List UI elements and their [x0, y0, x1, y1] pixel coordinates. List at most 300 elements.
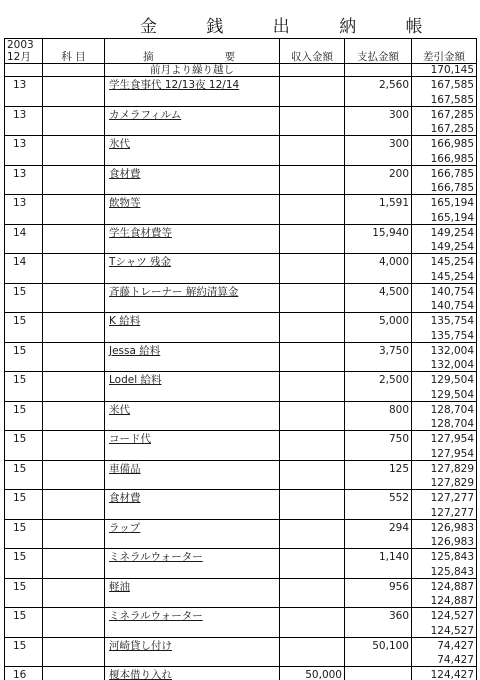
empty-cell	[43, 123, 105, 136]
entry-description: Lodel 給料	[105, 372, 280, 389]
ledger-entry-row	[5, 431, 477, 448]
empty-cell	[345, 507, 412, 520]
entry-account	[43, 313, 105, 330]
empty-cell	[105, 566, 280, 579]
empty-cell	[105, 330, 280, 343]
entry-balance: 129,504	[412, 372, 477, 389]
running-balance-row	[5, 153, 477, 166]
running-balance-row	[5, 271, 477, 284]
empty-cell	[43, 418, 105, 431]
empty-cell	[280, 123, 345, 136]
entry-account	[43, 578, 105, 595]
entry-payment: 200	[345, 165, 412, 182]
empty-cell	[5, 654, 43, 667]
empty-cell	[5, 123, 43, 136]
entry-description: 食材費	[105, 165, 280, 182]
entry-day: 13	[5, 165, 43, 182]
entry-account	[43, 667, 105, 680]
running-balance-row	[5, 536, 477, 549]
running-balance: 74,427	[412, 654, 477, 667]
running-balance: 127,954	[412, 448, 477, 461]
entry-day: 15	[5, 431, 43, 448]
entry-payment: 750	[345, 431, 412, 448]
entry-description: 軽油	[105, 578, 280, 595]
header-row-labels	[5, 51, 477, 64]
running-balance: 127,829	[412, 477, 477, 490]
empty-cell	[43, 566, 105, 579]
entry-balance: 126,983	[412, 519, 477, 536]
empty-cell	[345, 241, 412, 254]
running-balance: 166,785	[412, 182, 477, 195]
entry-income	[280, 372, 345, 389]
empty-cell	[43, 330, 105, 343]
empty-cell	[280, 566, 345, 579]
entry-description: 学生食事代 12/13夜 12/14	[105, 77, 280, 94]
entry-balance: 127,277	[412, 490, 477, 507]
entry-income	[280, 283, 345, 300]
empty-cell	[5, 536, 43, 549]
entry-balance: 74,427	[412, 637, 477, 654]
empty-cell	[105, 271, 280, 284]
empty-cell	[105, 625, 280, 638]
ledger-body	[5, 39, 477, 680]
entry-balance: 124,887	[412, 578, 477, 595]
empty-cell	[280, 477, 345, 490]
empty-cell	[5, 389, 43, 402]
entry-description: ミネラルウォーター	[105, 608, 280, 625]
empty-cell	[345, 330, 412, 343]
entry-account	[43, 431, 105, 448]
entry-account	[43, 460, 105, 477]
header-desc-right: 要	[224, 51, 235, 63]
entry-income	[280, 519, 345, 536]
entry-day: 13	[5, 77, 43, 94]
entry-payment: 1,140	[345, 549, 412, 566]
entry-balance: 145,254	[412, 254, 477, 271]
ledger-entry-row	[5, 195, 477, 212]
entry-description: 斉藤トレーナー 解約清算金	[105, 283, 280, 300]
entry-balance: 165,194	[412, 195, 477, 212]
empty-cell	[43, 654, 105, 667]
empty-cell	[280, 625, 345, 638]
empty-cell	[105, 536, 280, 549]
entry-balance: 127,829	[412, 460, 477, 477]
entry-balance: 140,754	[412, 283, 477, 300]
empty-cell	[105, 654, 280, 667]
entry-day: 15	[5, 608, 43, 625]
empty-cell	[5, 182, 43, 195]
empty-cell	[43, 182, 105, 195]
entry-payment: 5,000	[345, 313, 412, 330]
running-balance: 125,843	[412, 566, 477, 579]
entry-payment: 800	[345, 401, 412, 418]
empty-cell	[43, 595, 105, 608]
entry-account	[43, 195, 105, 212]
empty-cell	[5, 300, 43, 313]
empty-cell	[345, 153, 412, 166]
empty-cell	[280, 153, 345, 166]
empty-cell	[280, 595, 345, 608]
entry-account	[43, 401, 105, 418]
entry-day: 15	[5, 637, 43, 654]
empty-cell	[280, 94, 345, 107]
entry-payment: 2,500	[345, 372, 412, 389]
entry-day: 15	[5, 460, 43, 477]
header-desc-left: 摘	[143, 51, 154, 63]
empty-cell	[105, 595, 280, 608]
entry-day: 15	[5, 283, 43, 300]
entry-day: 13	[5, 195, 43, 212]
entry-income	[280, 460, 345, 477]
empty-cell	[345, 123, 412, 136]
running-balance: 124,527	[412, 625, 477, 638]
empty-cell	[105, 448, 280, 461]
empty-cell	[280, 300, 345, 313]
header-income: 収入金額	[280, 51, 345, 64]
running-balance: 149,254	[412, 241, 477, 254]
entry-income	[280, 342, 345, 359]
ledger-entry-row	[5, 549, 477, 566]
ledger-entry-row	[5, 490, 477, 507]
empty-cell	[105, 182, 280, 195]
entry-payment: 294	[345, 519, 412, 536]
entry-income	[280, 195, 345, 212]
header-year: 2003	[5, 39, 43, 52]
entry-description: カメラフィルム	[105, 106, 280, 123]
entry-account	[43, 224, 105, 241]
ledger-entry-row	[5, 637, 477, 654]
empty-cell	[345, 94, 412, 107]
entry-income	[280, 106, 345, 123]
ledger-entry-row	[5, 460, 477, 477]
empty-cell	[105, 94, 280, 107]
empty-cell	[105, 153, 280, 166]
entry-balance: 149,254	[412, 224, 477, 241]
running-balance: 166,985	[412, 153, 477, 166]
empty-cell	[105, 359, 280, 372]
entry-payment: 300	[345, 136, 412, 153]
running-balance: 167,285	[412, 123, 477, 136]
empty-cell	[280, 418, 345, 431]
header-description	[105, 51, 280, 64]
running-balance-row	[5, 330, 477, 343]
entry-balance: 127,954	[412, 431, 477, 448]
ledger-entry-row	[5, 401, 477, 418]
entry-income	[280, 165, 345, 182]
ledger-entry-row	[5, 519, 477, 536]
entry-day: 13	[5, 106, 43, 123]
empty-cell	[345, 359, 412, 372]
empty-cell	[43, 300, 105, 313]
empty-cell	[105, 123, 280, 136]
running-balance-row	[5, 507, 477, 520]
empty-cell	[5, 271, 43, 284]
ledger-entry-row	[5, 313, 477, 330]
entry-day: 15	[5, 372, 43, 389]
empty-cell	[280, 212, 345, 225]
running-balance: 135,754	[412, 330, 477, 343]
empty-cell	[105, 418, 280, 431]
entry-payment: 300	[345, 106, 412, 123]
entry-payment: 4,000	[345, 254, 412, 271]
empty-cell	[43, 241, 105, 254]
entry-account	[43, 136, 105, 153]
entry-description: 榎本借り入れ	[105, 667, 280, 680]
running-balance: 129,504	[412, 389, 477, 402]
entry-day: 15	[5, 342, 43, 359]
empty-cell	[105, 389, 280, 402]
empty-cell	[345, 566, 412, 579]
running-balance-row	[5, 300, 477, 313]
carry-over-label: 前月より繰り越し	[105, 64, 280, 77]
ledger-entry-row	[5, 372, 477, 389]
empty-cell	[345, 182, 412, 195]
empty-cell	[43, 389, 105, 402]
carry-over-balance: 170,145	[412, 64, 477, 77]
running-balance-row	[5, 418, 477, 431]
empty-cell	[280, 271, 345, 284]
empty-cell	[345, 271, 412, 284]
entry-balance: 167,285	[412, 106, 477, 123]
entry-balance: 166,985	[412, 136, 477, 153]
entry-balance: 125,843	[412, 549, 477, 566]
entry-account	[43, 283, 105, 300]
empty-cell	[345, 654, 412, 667]
running-balance-row	[5, 94, 477, 107]
entry-balance: 135,754	[412, 313, 477, 330]
entry-account	[43, 549, 105, 566]
empty-cell	[5, 566, 43, 579]
empty-cell	[345, 300, 412, 313]
empty-cell	[345, 212, 412, 225]
empty-cell	[43, 359, 105, 372]
running-balance-row	[5, 123, 477, 136]
entry-payment: 956	[345, 578, 412, 595]
header-month: 12月	[5, 51, 43, 64]
entry-description: ラップ	[105, 519, 280, 536]
empty-cell	[5, 507, 43, 520]
entry-income	[280, 637, 345, 654]
entry-description: Jessa 給料	[105, 342, 280, 359]
entry-income	[280, 549, 345, 566]
entry-description: 米代	[105, 401, 280, 418]
empty-cell	[280, 241, 345, 254]
running-balance-row	[5, 212, 477, 225]
entry-day: 16	[5, 667, 43, 680]
ledger-entry-row	[5, 667, 477, 680]
ledger-entry-row	[5, 165, 477, 182]
header-row-year	[5, 39, 477, 52]
entry-balance: 128,704	[412, 401, 477, 418]
empty-cell	[345, 418, 412, 431]
ledger-entry-row	[5, 224, 477, 241]
entry-day: 15	[5, 578, 43, 595]
running-balance-row	[5, 241, 477, 254]
empty-cell	[43, 477, 105, 490]
entry-account	[43, 342, 105, 359]
entry-payment: 125	[345, 460, 412, 477]
entry-balance: 166,785	[412, 165, 477, 182]
empty-cell	[345, 595, 412, 608]
running-balance-row	[5, 182, 477, 195]
entry-day: 15	[5, 519, 43, 536]
entry-description: 飲物等	[105, 195, 280, 212]
entry-day: 15	[5, 313, 43, 330]
entry-balance: 132,004	[412, 342, 477, 359]
entry-income	[280, 431, 345, 448]
running-balance-row	[5, 595, 477, 608]
empty-cell	[105, 212, 280, 225]
ledger-entry-row	[5, 608, 477, 625]
empty-cell	[43, 536, 105, 549]
ledger-entry-row	[5, 106, 477, 123]
running-balance: 167,585	[412, 94, 477, 107]
carry-over-row	[5, 64, 477, 77]
entry-income	[280, 313, 345, 330]
ledger-entry-row	[5, 342, 477, 359]
entry-balance: 124,527	[412, 608, 477, 625]
entry-description: 学生食材費等	[105, 224, 280, 241]
entry-account	[43, 519, 105, 536]
empty-cell	[280, 389, 345, 402]
entry-balance: 167,585	[412, 77, 477, 94]
entry-income	[280, 224, 345, 241]
entry-payment: 360	[345, 608, 412, 625]
entry-balance: 124,427	[412, 667, 477, 680]
running-balance: 132,004	[412, 359, 477, 372]
entry-description: 車備品	[105, 460, 280, 477]
entry-payment: 1,591	[345, 195, 412, 212]
empty-cell	[345, 389, 412, 402]
running-balance: 126,983	[412, 536, 477, 549]
header-payment: 支払金額	[345, 51, 412, 64]
empty-cell	[280, 507, 345, 520]
running-balance: 128,704	[412, 418, 477, 431]
empty-cell	[43, 153, 105, 166]
empty-cell	[280, 182, 345, 195]
entry-income: 50,000	[280, 667, 345, 680]
entry-day: 15	[5, 490, 43, 507]
running-balance: 124,887	[412, 595, 477, 608]
entry-account	[43, 490, 105, 507]
empty-cell	[43, 212, 105, 225]
running-balance-row	[5, 625, 477, 638]
empty-cell	[5, 241, 43, 254]
entry-description: コード代	[105, 431, 280, 448]
running-balance-row	[5, 477, 477, 490]
running-balance: 145,254	[412, 271, 477, 284]
ledger-table	[4, 38, 477, 680]
entry-day: 15	[5, 401, 43, 418]
entry-day: 13	[5, 136, 43, 153]
empty-cell	[280, 359, 345, 372]
empty-cell	[5, 359, 43, 372]
ledger-entry-row	[5, 77, 477, 94]
empty-cell	[5, 418, 43, 431]
running-balance-row	[5, 566, 477, 579]
empty-cell	[5, 94, 43, 107]
running-balance-row	[5, 389, 477, 402]
entry-description: 食材費	[105, 490, 280, 507]
entry-description: ミネラルウォーター	[105, 549, 280, 566]
entry-income	[280, 254, 345, 271]
entry-income	[280, 578, 345, 595]
empty-cell	[105, 507, 280, 520]
empty-cell	[345, 448, 412, 461]
empty-cell	[5, 448, 43, 461]
empty-cell	[105, 477, 280, 490]
empty-cell	[280, 448, 345, 461]
empty-cell	[345, 477, 412, 490]
running-balance-row	[5, 448, 477, 461]
entry-income	[280, 608, 345, 625]
entry-account	[43, 106, 105, 123]
empty-cell	[43, 625, 105, 638]
entry-account	[43, 254, 105, 271]
entry-payment: 3,750	[345, 342, 412, 359]
entry-income	[280, 77, 345, 94]
entry-payment	[345, 667, 412, 680]
ledger-title: 金 銭 出 納 帳	[140, 17, 445, 37]
empty-cell	[43, 94, 105, 107]
title-row	[0, 0, 480, 40]
entry-payment: 15,940	[345, 224, 412, 241]
entry-payment: 552	[345, 490, 412, 507]
entry-description: K 給料	[105, 313, 280, 330]
empty-cell	[5, 212, 43, 225]
entry-description: Tシャツ 残金	[105, 254, 280, 271]
ledger-entry-row	[5, 578, 477, 595]
entry-account	[43, 372, 105, 389]
empty-cell	[345, 536, 412, 549]
entry-payment: 50,100	[345, 637, 412, 654]
entry-day: 14	[5, 254, 43, 271]
empty-cell	[280, 654, 345, 667]
empty-cell	[5, 477, 43, 490]
empty-cell	[5, 595, 43, 608]
empty-cell	[345, 625, 412, 638]
entry-income	[280, 401, 345, 418]
ledger-entry-row	[5, 136, 477, 153]
entry-day: 14	[5, 224, 43, 241]
empty-cell	[5, 153, 43, 166]
entry-account	[43, 165, 105, 182]
empty-cell	[43, 507, 105, 520]
running-balance: 165,194	[412, 212, 477, 225]
entry-payment: 4,500	[345, 283, 412, 300]
ledger-entry-row	[5, 283, 477, 300]
entry-day: 15	[5, 549, 43, 566]
empty-cell	[105, 300, 280, 313]
entry-account	[43, 77, 105, 94]
running-balance: 140,754	[412, 300, 477, 313]
empty-cell	[5, 330, 43, 343]
header-account: 科 目	[43, 51, 105, 64]
empty-cell	[43, 448, 105, 461]
entry-payment: 2,560	[345, 77, 412, 94]
entry-account	[43, 608, 105, 625]
header-balance: 差引金額	[412, 51, 477, 64]
empty-cell	[5, 625, 43, 638]
entry-description: 河崎貸し付け	[105, 637, 280, 654]
empty-cell	[280, 536, 345, 549]
ledger-entry-row	[5, 254, 477, 271]
empty-cell	[43, 271, 105, 284]
entry-income	[280, 136, 345, 153]
empty-cell	[105, 241, 280, 254]
entry-income	[280, 490, 345, 507]
entry-account	[43, 637, 105, 654]
